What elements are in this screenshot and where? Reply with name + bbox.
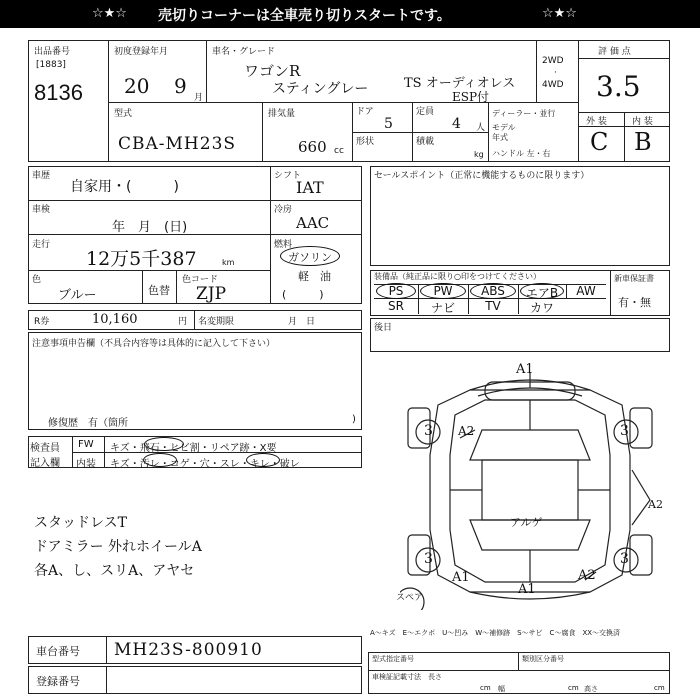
sales-block — [370, 166, 670, 266]
header-stars-right: ☆★☆ — [542, 6, 577, 21]
first-reg-label: 初度登録年月 — [114, 47, 169, 57]
inspector-label2: 記入欄 — [30, 458, 60, 469]
later-block — [370, 318, 670, 352]
chassis-label: 車台番号 — [36, 645, 80, 658]
dmg-a2-br: A2 — [578, 568, 596, 583]
repair-close: ) — [352, 414, 356, 425]
size-label: 車検証記載寸法 長さ — [372, 673, 442, 681]
cap: 4 — [452, 116, 461, 132]
legend: A～キズ E～エクボ U～凹み W～補修跡 S～サビ C～腐食 XX～交換済 — [370, 629, 621, 637]
inspector-label1: 検査員 — [30, 443, 60, 454]
reg-label: 登録番号 — [36, 675, 80, 688]
car-grade: スティングレー — [272, 81, 369, 97]
later-label: 後日 — [374, 323, 393, 333]
fw-label: FW — [78, 439, 94, 450]
disp: 660 — [298, 138, 327, 156]
circle-ps — [376, 283, 416, 299]
reg-year: 20 — [124, 74, 150, 98]
fw-items: キズ・飛石・ヒビ割・リペア跡・X要 — [110, 443, 277, 454]
header-title: 売切りコーナーは全車売り切りスタートです。 — [158, 8, 451, 24]
ext-label: 外 装 — [586, 117, 607, 127]
history: 自家用・( ) — [70, 179, 179, 195]
color-code: ZJP — [196, 284, 227, 304]
dmg-a1-bc: A1 — [518, 582, 536, 597]
equip-ps: PS — [388, 284, 404, 298]
model-label: 型式 — [114, 109, 133, 119]
inspector-note-3: 各A、し、スリA、アヤセ — [34, 563, 195, 579]
circle-dirt — [143, 453, 177, 467]
inspect: 年 月 (日) — [112, 220, 188, 235]
equip-pw: PW — [433, 284, 453, 298]
color-code-label: 色コード — [182, 275, 219, 285]
circle-pw — [420, 283, 466, 299]
dmg-3-bl: 3 — [424, 551, 433, 567]
reg-month-unit: 月 — [194, 93, 204, 103]
transfer: 月 日 — [288, 317, 316, 327]
dmg-a2-right: A2 — [648, 498, 663, 511]
inspector-note-1: スタッドレスT — [34, 515, 127, 531]
disp-label: 排気量 — [268, 109, 296, 119]
ac: AAC — [296, 214, 330, 232]
fuel-diesel: 軽 油 — [298, 270, 331, 283]
color: ブルー — [58, 288, 97, 303]
cap-label: 定員 — [416, 107, 435, 117]
equip-airbag: エアB — [525, 286, 559, 300]
shape-label: 形状 — [356, 137, 375, 147]
car-extra: TS オーディオレス — [404, 76, 516, 91]
new-warranty: 有・無 — [618, 296, 651, 309]
size-cm-2: cm — [568, 684, 579, 692]
equip-abs: ABS — [481, 284, 505, 298]
fuel-label: 燃料 — [274, 240, 293, 250]
sales-label: セールスポイント（正常に機能するものに限ります） — [374, 171, 590, 181]
color-label: 色 — [32, 275, 42, 285]
fuel-gas: ガソリン — [288, 251, 332, 264]
int-inspect-label: 内装 — [76, 459, 96, 470]
load-label: 積載 — [416, 137, 435, 147]
circle-airbag — [520, 283, 564, 299]
transfer-label: 名変期限 — [198, 317, 235, 327]
dmg-a1-bl: A1 — [452, 570, 470, 585]
door: 5 — [384, 116, 393, 132]
car-extra2: ESP付 — [452, 90, 490, 104]
header-stars-left: ☆★☆ — [92, 6, 127, 21]
wd-4: 4WD — [542, 80, 564, 90]
equip-leather: カワ — [529, 301, 554, 315]
repair-label: 修復歴 有（箇所 — [48, 418, 128, 429]
new-warranty-label: 新車保証書 — [614, 274, 654, 283]
ac-label: 冷房 — [274, 205, 293, 215]
handle-label: ハンドル 左・右 — [492, 149, 551, 158]
circle-abs — [470, 283, 516, 299]
door-label: ドア — [356, 107, 374, 117]
notes-label: 注意事項申告欄（不具合内容等は具体的に記入して下さい） — [32, 339, 276, 349]
model-year-label2: 年式 — [492, 133, 508, 142]
int-label: 内 装 — [632, 117, 653, 127]
int-grade: B — [634, 128, 652, 156]
equip-tv: TV — [485, 299, 501, 313]
recycle: 10,160 — [92, 312, 138, 327]
size-cm-3: cm — [654, 684, 665, 692]
fuel-paren: ( ) — [282, 288, 324, 301]
shift: IAT — [296, 178, 324, 197]
lot-sub: [1883] — [36, 60, 66, 70]
recycle-label: R券 — [34, 317, 50, 327]
chassis: MH23S-800910 — [114, 640, 263, 660]
wd-dot: · — [554, 68, 557, 78]
dmg-3-br: 3 — [620, 551, 629, 567]
spec-label-2: 類別区分番号 — [522, 655, 564, 663]
dmg-a1-top: A1 — [516, 362, 534, 377]
model-year-label: モデル — [492, 123, 516, 132]
dmg-note: アルゲ — [510, 516, 543, 529]
history-label: 車歴 — [32, 171, 51, 181]
equip-label: 装備品（純正品に限り○印をつけてください） — [374, 272, 541, 281]
size-cm-1: cm — [480, 684, 491, 692]
dmg-3-tl: 3 — [424, 423, 433, 439]
mileage: 12万5千387 — [86, 248, 197, 270]
mileage-label: 走行 — [32, 240, 51, 250]
recycle-unit: 円 — [178, 317, 188, 327]
model: CBA-MH23S — [118, 134, 237, 154]
dmg-3-tr: 3 — [620, 423, 629, 439]
mileage-unit: km — [222, 258, 235, 267]
car-diagram — [400, 360, 670, 610]
shift-label: シフト — [274, 171, 302, 181]
color-type-label: 色替 — [148, 284, 170, 297]
cap-unit: 人 — [476, 123, 486, 133]
equip-sr: SR — [388, 299, 404, 313]
dealer-label: ディーラー・並行 — [492, 109, 556, 118]
equip-navi: ナビ — [430, 301, 455, 315]
load-unit: kg — [474, 150, 484, 159]
size-w: 幅 — [498, 685, 505, 693]
int-items: キズ・汚レ・コゲ・穴・スレ・キレ・破レ — [110, 459, 300, 470]
lot-label: 出品番号 — [34, 47, 71, 57]
car-name: ワゴンR — [244, 62, 301, 80]
disp-unit: cc — [334, 146, 344, 156]
ext-grade: C — [590, 128, 609, 156]
spec-label-1: 型式指定番号 — [372, 655, 414, 663]
wd-2: 2WD — [542, 56, 564, 66]
size-h: 高さ — [584, 685, 598, 693]
equip-aw: AW — [576, 284, 596, 298]
inspector-note-2: ドアミラー 外れホイールA — [34, 539, 202, 555]
inspect-label: 車検 — [32, 205, 51, 215]
score: 3.5 — [596, 70, 641, 103]
lot-number: 8136 — [34, 80, 83, 105]
name-label: 車名・グレード — [212, 47, 276, 57]
reg-month: 9 — [174, 74, 187, 98]
spare-label: スペア — [396, 593, 424, 603]
circle-scuff — [246, 453, 280, 467]
dmg-a2-left: A2 — [458, 424, 475, 438]
score-label: 評 価 点 — [598, 47, 631, 57]
circle-chip — [144, 437, 184, 451]
